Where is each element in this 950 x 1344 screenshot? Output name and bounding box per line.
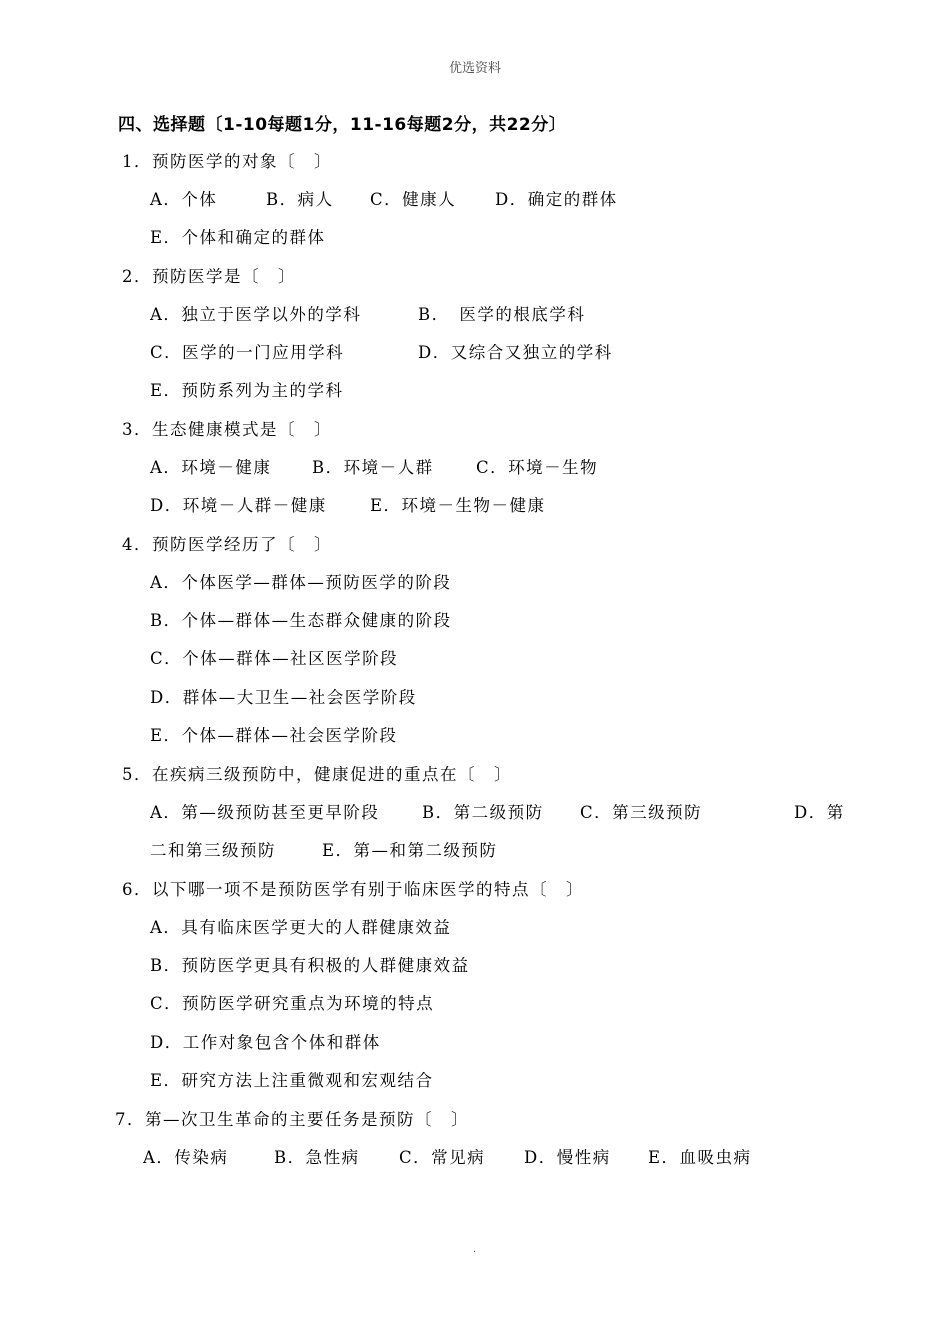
question-2-stem: 2．预防医学是〔 〕 [122, 267, 296, 286]
q5-option-d-part-2: 二和第三级预防 [150, 841, 276, 860]
question-4-stem: 4．预防医学经历了〔 〕 [122, 535, 332, 554]
footer-mark: . [473, 1244, 477, 1255]
q3-option-c: C．环境－生物 [476, 458, 599, 477]
question-7-stem: 7．第—次卫生革命的主要任务是预防〔 〕 [115, 1110, 469, 1129]
question-3-stem: 3．生态健康模式是〔 〕 [122, 420, 332, 439]
q7-option-b: B．急性病 [274, 1148, 360, 1167]
q1-option-c: C．健康人 [370, 190, 457, 209]
q2-option-e: E．预防系列为主的学科 [150, 381, 344, 400]
q4-option-b: B．个体—群体—生态群众健康的阶段 [150, 611, 452, 630]
q3-option-b: B．环境－人群 [312, 458, 434, 477]
q5-option-e: E．第—和第二级预防 [322, 841, 498, 860]
q1-option-b: B．病人 [266, 190, 334, 209]
q6-option-e: E．研究方法上注重微观和宏观结合 [150, 1071, 434, 1090]
q6-option-c: C．预防医学研究重点为环境的特点 [150, 994, 435, 1013]
question-1-stem: 1．预防医学的对象〔 〕 [122, 152, 332, 171]
q1-option-d: D．确定的群体 [495, 190, 618, 209]
q7-option-a: A．传染病 [143, 1148, 229, 1167]
q4-option-a: A．个体医学—群体—预防医学的阶段 [150, 573, 452, 592]
q3-option-e: E．环境－生物－健康 [370, 496, 546, 515]
q2-option-c: C．医学的一门应用学科 [150, 343, 345, 362]
q5-option-c: C．第三级预防 [580, 803, 703, 822]
q2-option-b: B． 医学的根底学科 [418, 305, 586, 324]
q2-option-a: A．独立于医学以外的学科 [150, 305, 362, 324]
q1-option-e: E．个体和确定的群体 [150, 228, 326, 247]
q1-option-a: A．个体 [150, 190, 218, 209]
q4-option-e: E．个体—群体—社会医学阶段 [150, 726, 398, 745]
q7-option-c: C．常见病 [399, 1148, 486, 1167]
q6-option-b: B．预防医学更具有积极的人群健康效益 [150, 956, 470, 975]
q5-option-a: A．第—级预防甚至更早阶段 [150, 803, 380, 822]
section-title: 四、选择题〔1-10每题1分，11-16每题2分，共22分〕 [118, 115, 567, 135]
q4-option-d: D．群体—大卫生—社会医学阶段 [150, 688, 417, 707]
q4-option-c: C．个体—群体—社区医学阶段 [150, 649, 399, 668]
q5-option-d-part-1: D．第 [794, 803, 845, 822]
q7-option-d: D．慢性病 [524, 1148, 611, 1167]
q6-option-a: A．具有临床医学更大的人群健康效益 [150, 918, 452, 937]
q3-option-d: D．环境－人群－健康 [150, 496, 327, 515]
q3-option-a: A．环境－健康 [150, 458, 272, 477]
q5-option-b: B．第二级预防 [422, 803, 544, 822]
q7-option-e: E．血吸虫病 [648, 1148, 752, 1167]
page-header: 优选资料 [448, 61, 501, 76]
question-5-stem: 5．在疾病三级预防中，健康促进的重点在〔 〕 [122, 765, 512, 784]
q2-option-d: D．又综合又独立的学科 [418, 343, 613, 362]
question-6-stem: 6．以下哪一项不是预防医学有别于临床医学的特点〔 〕 [122, 880, 584, 899]
q6-option-d: D．工作对象包含个体和群体 [150, 1033, 381, 1052]
